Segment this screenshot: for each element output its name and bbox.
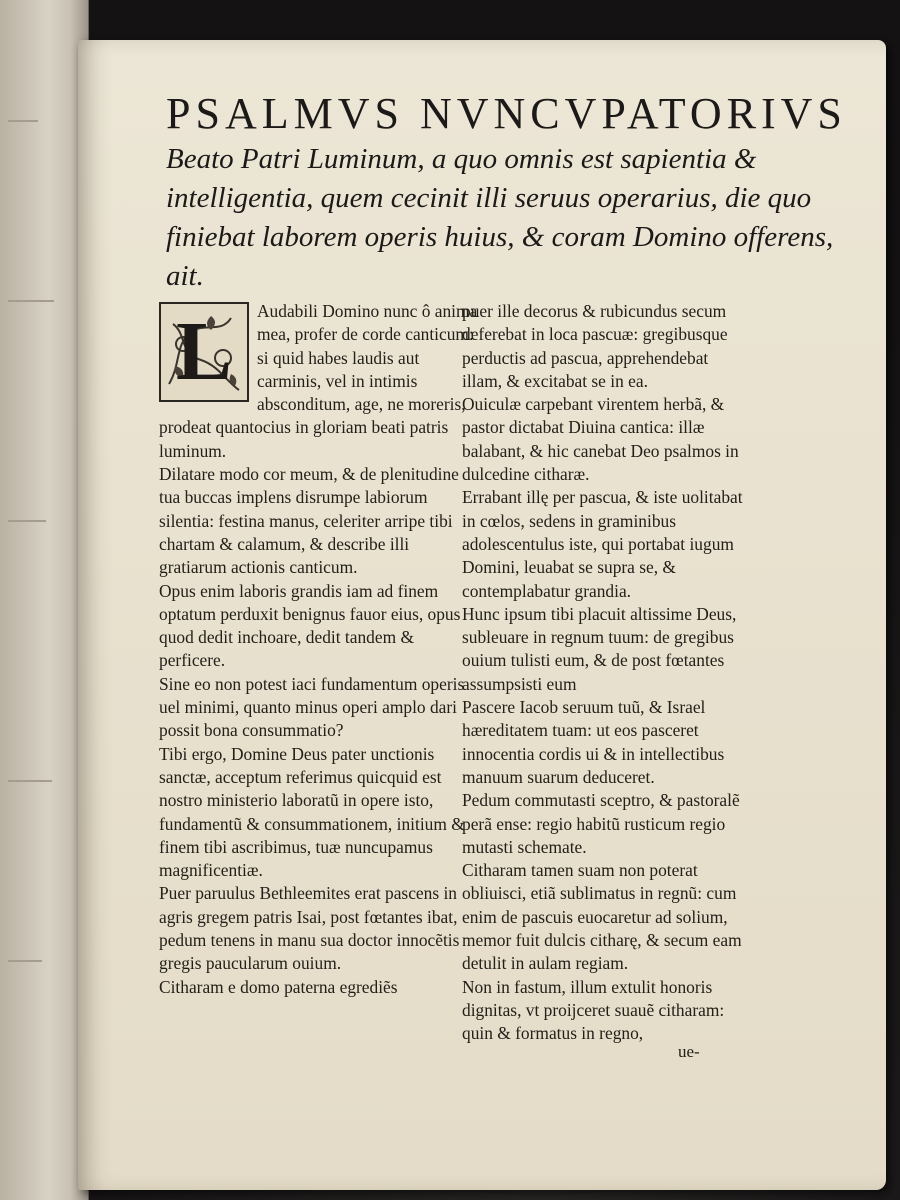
show-through-mark bbox=[8, 300, 54, 302]
paragraph: Audabili Domino nunc ô anima mea, profer de corde canticum: si quid habes laudis aut carminis, vel in intimis absconditum, age, ne moreris, prodeat quantocius in gloriam beati patris luminum. bbox=[159, 301, 478, 461]
paragraph: Pascere Iacob seruum tuũ, & Israel hæreditatem tuam: ut eos pasceret innocentia cordis ui & in intellectibus manuum suarum deduceret. bbox=[462, 697, 725, 787]
paragraph: Hunc ipsum tibi placuit altissime Deus, subleuare in regnum tuum: de gregibus ouium tulisti eum, & de post fœtantes assumpsisti eum bbox=[462, 603, 737, 694]
show-through-mark bbox=[8, 780, 52, 782]
paragraph: Opus enim laboris grandis iam ad finem optatum perduxit benignus fauor eius, opus quod dedit inchoare, dedit tandem & perficere. bbox=[159, 580, 461, 671]
paragraph: Pedum commutasti sceptro, & pastoralẽ perã ense: regio habitũ rusticum regio mutasti schemate. bbox=[462, 790, 740, 857]
paragraph: Ouiculæ carpebant virentem herbã, & pastor dictabat Diuina cantica: illæ balabant, & hic canebat Deo psalmos in dulcedine citharæ. bbox=[462, 394, 739, 485]
paragraph: Errabant illę per pascua, & iste uolitabat in cœlos, sedens in graminibus adolescentulus iste, qui portabat iugum Domini, leuabat se supra se, & contemplabatur grandia. bbox=[462, 487, 743, 601]
paragraph: Sine eo non potest iaci fundamentum operis uel minimi, quanto minus operi amplo dari possit bona consummatio? bbox=[159, 673, 465, 741]
decorated-initial bbox=[159, 302, 249, 402]
book-page bbox=[78, 40, 886, 1190]
right-text-column bbox=[462, 300, 748, 1046]
show-through-mark bbox=[8, 120, 38, 122]
heading-block bbox=[166, 88, 846, 296]
paragraph: Dilatare modo cor meum, & de plenitudine tua buccas implens disrumpe labiorum silentia: festina manus, celeriter arripe tibi chartam & calamum, & describe illi gratiarum actionis canticum. bbox=[159, 464, 459, 578]
paragraph: Non in fastum, illum extulit honoris dignitas, vt proijceret suauẽ citharam: quin & formatus in regno, bbox=[462, 976, 725, 1044]
paragraph: Puer paruulus Bethleemites erat pascens in agris gregem patris Isai, post fœtantes ibat, pedum tenens in manu sua doctor innocẽtis gregis paucularum ouium. bbox=[159, 883, 460, 974]
paragraph: Citharam tamen suam non poterat obliuisci, etiã sublimatus in regnũ: cum enim de pascuis euocaretur ad solium, memor fuit dulcis citharę, & secum eam detulit in aulam regiam. bbox=[462, 860, 742, 974]
show-through-mark bbox=[8, 960, 42, 962]
paragraph: Tibi ergo, Domine Deus pater unctionis sanctæ, acceptum referimus quicquid est nostro ministerio laboratũ in opere isto, fundamentũ & consummationem, initium & finem tibi ascribimus, tuæ nuncupamus magnificentiæ. bbox=[159, 743, 465, 881]
paragraph: Citharam e domo paterna egrediẽs bbox=[159, 976, 398, 997]
page-title: PSALMVS NVNCVPATORIVS bbox=[166, 89, 847, 138]
facing-page-edge bbox=[0, 0, 89, 1200]
show-through-mark bbox=[8, 520, 46, 522]
page-subtitle: Beato Patri Luminum, a quo omnis est sapientia & intelligentia, quem cecinit illi seruus operarius, die quo finiebat laborem operis huius, & coram Domino offerens, ait. bbox=[166, 143, 834, 292]
catchword: ue- bbox=[678, 1042, 700, 1061]
initial-letter: L bbox=[175, 305, 233, 398]
paragraph: puer ille decorus & rubicundus secum deferebat in loca pascuæ: gregibusque perductis ad pascua, apprehendebat illam, & excitabat se in ea. bbox=[462, 301, 728, 391]
left-text-column bbox=[159, 300, 481, 999]
